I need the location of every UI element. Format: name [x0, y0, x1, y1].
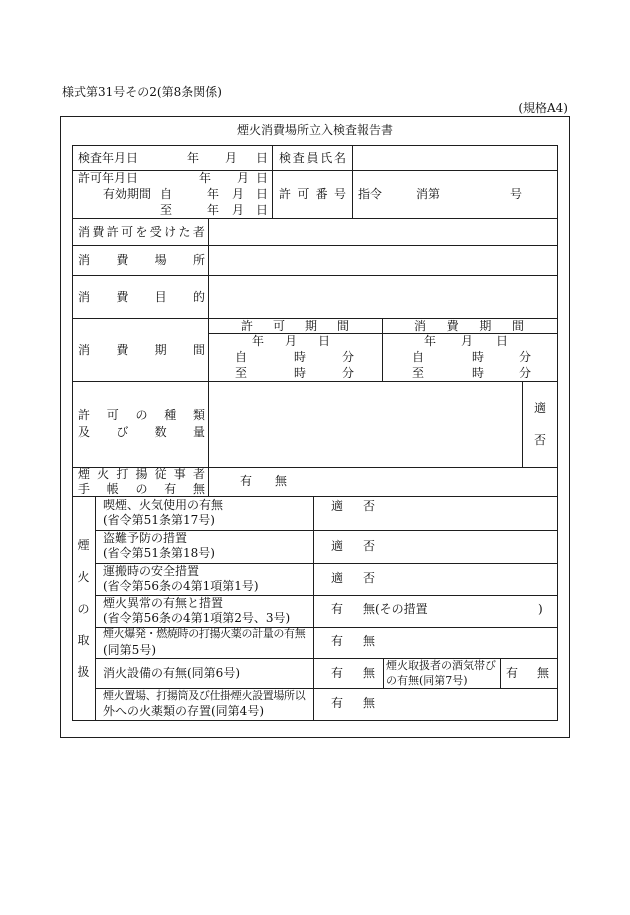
validity-period-label: 有効期間	[103, 187, 152, 201]
handling-item-option-suitable: 適	[331, 499, 344, 513]
spaced-character: 事	[173, 467, 186, 481]
inspection-month-unit: 月	[225, 151, 238, 165]
spaced-character: 間	[192, 343, 205, 357]
handling-item-reference: (省令第51条第17号)	[103, 513, 215, 527]
handling-item-reference: (同第5号)	[103, 643, 156, 657]
permit-period-year-unit: 年	[252, 334, 265, 348]
spaced-character: 消	[414, 319, 427, 333]
spaced-character: 従	[154, 467, 167, 481]
consumption-place-label	[78, 253, 205, 267]
permit-year-unit: 年	[199, 171, 212, 185]
permit-period-from-minute-unit: 分	[342, 350, 355, 364]
spaced-character: 期	[304, 319, 317, 333]
spaced-character: 者	[192, 225, 205, 239]
handling-item-option-no: 無	[363, 602, 376, 616]
spaced-character: 手	[78, 482, 91, 496]
spaced-character: 費	[446, 319, 459, 333]
handling-item-option-yes: 有	[331, 666, 344, 680]
permit-period-to-minute-unit: 分	[342, 366, 355, 380]
consumption-period-to-label: 至	[412, 366, 425, 380]
spaced-character: 種	[164, 408, 177, 422]
inspection-date-label: 検査年月日	[78, 151, 139, 165]
spaced-character: 目	[154, 290, 167, 304]
handling-item-option-unsuitable: 否	[363, 499, 376, 513]
spaced-character: 費	[92, 225, 105, 239]
handling-item-name: 喫煙、火気使用の有無	[103, 498, 224, 512]
permit-period-from-label: 自	[235, 350, 248, 364]
alcohol-check-option-no: 無	[537, 666, 550, 680]
handbook-no-option: 無	[275, 474, 288, 488]
spaced-character: 消	[78, 253, 91, 267]
permit-month-unit: 月	[237, 171, 250, 185]
spaced-character: 煙	[77, 538, 90, 552]
form-number-label: 様式第31号その2(第8条関係)	[62, 85, 222, 99]
validity-to-year-unit: 年	[207, 203, 220, 217]
spaced-character: 期	[479, 319, 492, 333]
spaced-character: 可	[106, 408, 119, 422]
spaced-character: 費	[116, 343, 129, 357]
permittee-label	[78, 225, 205, 239]
permit-period-header	[241, 319, 349, 333]
spaced-character: 可	[297, 187, 310, 201]
spaced-character: 類	[192, 408, 205, 422]
handling-section-label	[72, 538, 95, 679]
spaced-character: 間	[336, 319, 349, 333]
consumption-period-month-unit: 月	[461, 334, 474, 348]
handling-item-reference: (省令第51条第18号)	[103, 546, 215, 560]
consumption-period-from-label: 自	[412, 350, 425, 364]
spaced-character: 場	[154, 253, 167, 267]
consumption-purpose-label	[78, 290, 205, 304]
spaced-character: 員	[306, 151, 319, 165]
handling-item-option-yes: 有	[331, 696, 344, 710]
handling-item-reference: (省令第56条の4第1項第1号)	[103, 579, 259, 593]
handling-item-reference: (省令第56条の4第1項第2号、3号)	[103, 611, 291, 625]
spaced-character: 煙	[78, 467, 91, 481]
handling-item-name: 消火設備の有無(同第6号)	[103, 666, 240, 680]
spaced-character: 可	[272, 319, 285, 333]
handbook-label-line1	[78, 467, 205, 481]
kind-suitable-option: 適	[534, 401, 547, 415]
spaced-character: 的	[192, 290, 205, 304]
consumption-period-year-unit: 年	[424, 334, 437, 348]
spaced-character: 名	[333, 151, 346, 165]
spaced-character: 火	[77, 569, 90, 584]
inspection-year-unit: 年	[187, 151, 200, 165]
spaced-character: 取	[77, 633, 90, 648]
spaced-character: 許	[241, 319, 254, 333]
handling-item-name: 盗難予防の措置	[103, 531, 188, 545]
handling-item-option-no: 無	[363, 634, 376, 648]
validity-from-day-unit: 日	[256, 187, 269, 201]
handling-item-name: 煙火置場、打揚筒及び仕掛煙火設置場所以	[103, 689, 306, 702]
permit-date-label: 許可年月日	[78, 171, 139, 185]
consumption-period-day-unit: 日	[496, 334, 509, 348]
spaced-character: の	[135, 482, 148, 496]
spaced-character: 許	[78, 408, 91, 422]
spaced-character: 所	[192, 253, 205, 267]
spaced-character: 打	[116, 467, 129, 481]
directive-label: 指令	[358, 187, 383, 201]
form-title: 煙火消費場所立入検査報告書	[236, 123, 393, 137]
permit-kind-label-line2	[78, 425, 205, 439]
spaced-character: 許	[279, 187, 292, 201]
permit-period-day-unit: 日	[318, 334, 331, 348]
handling-item-option-yes: 有	[331, 634, 344, 648]
spaced-character: 数	[154, 425, 167, 439]
handling-item-option-no: 無	[363, 666, 376, 680]
spaced-character: 有	[164, 482, 177, 496]
validity-from-month-unit: 月	[232, 187, 245, 201]
spaced-character: 受	[149, 225, 162, 239]
alcohol-check-label-line1: 煙火取扱者の酒気帯び	[386, 659, 496, 672]
measure-note-open: (その措置	[375, 602, 428, 616]
permit-number-prefix: 消第	[416, 187, 441, 201]
spaced-character: 可	[121, 225, 134, 239]
permit-period-month-unit: 月	[285, 334, 298, 348]
spaced-character: 揚	[135, 467, 148, 481]
consumption-period-from-hour-unit: 時	[472, 350, 485, 364]
handling-item-option-unsuitable: 否	[363, 571, 376, 585]
spaced-character: 期	[154, 343, 167, 357]
spaced-character: 消	[78, 290, 91, 304]
paper-size-label: (規格A4)	[518, 101, 568, 115]
spaced-character: を	[135, 225, 148, 239]
handling-item-option-unsuitable: 否	[363, 539, 376, 553]
validity-from-label: 自	[160, 187, 173, 201]
permit-kind-label-line1	[78, 408, 205, 422]
handling-item-name: 煙火爆発・燃焼時の打揚火薬の計量の有無	[103, 627, 306, 640]
spaced-character: 及	[78, 425, 91, 439]
permit-period-to-hour-unit: 時	[294, 366, 307, 380]
handling-item-option-no: 無	[363, 696, 376, 710]
permit-number-suffix: 号	[510, 187, 523, 201]
spaced-character: 火	[97, 467, 110, 481]
measure-note-close: )	[538, 602, 543, 616]
spaced-character: 消	[78, 225, 91, 239]
validity-to-day-unit: 日	[256, 203, 269, 217]
spaced-character: 費	[116, 253, 129, 267]
consumption-period-to-minute-unit: 分	[519, 366, 532, 380]
spaced-character: の	[77, 601, 90, 616]
spaced-character: 無	[192, 482, 205, 496]
consumption-period-header	[414, 319, 524, 333]
spaced-character: 査	[292, 151, 305, 165]
spaced-character: 許	[106, 225, 119, 239]
spaced-character: 番	[315, 187, 328, 201]
consumption-period-from-minute-unit: 分	[519, 350, 532, 364]
permit-period-from-hour-unit: 時	[294, 350, 307, 364]
spaced-character: 費	[116, 290, 129, 304]
validity-from-year-unit: 年	[207, 187, 220, 201]
spaced-character: 間	[511, 319, 524, 333]
consumption-period-label	[78, 343, 205, 357]
handling-item-name: 運搬時の安全措置	[103, 564, 200, 578]
spaced-character: 帳	[106, 482, 119, 496]
spaced-character: 者	[192, 467, 205, 481]
permit-number-label	[279, 187, 346, 201]
spaced-character: 扱	[77, 665, 90, 679]
handbook-label-line2	[78, 482, 205, 496]
spaced-character: 号	[333, 187, 346, 201]
spaced-character: 量	[192, 425, 205, 439]
consumption-period-to-hour-unit: 時	[472, 366, 485, 380]
permit-day-unit: 日	[256, 171, 269, 185]
spaced-character: の	[135, 408, 148, 422]
inspection-day-unit: 日	[256, 151, 269, 165]
spaced-character: 消	[78, 343, 91, 357]
validity-to-label: 至	[160, 203, 173, 217]
handling-item-name: 煙火異常の有無と措置	[103, 596, 224, 610]
validity-to-month-unit: 月	[232, 203, 245, 217]
spaced-character: び	[116, 425, 129, 439]
handling-item-option-suitable: 適	[331, 539, 344, 553]
handbook-yes-option: 有	[240, 474, 253, 488]
handling-item-name-continued: 外への火薬類の存置(同第4号)	[103, 704, 264, 718]
handling-item-option-suitable: 適	[331, 571, 344, 585]
spaced-character: 氏	[320, 151, 333, 165]
kind-unsuitable-option: 否	[534, 433, 547, 447]
spaced-character: 検	[279, 151, 292, 165]
alcohol-check-option-yes: 有	[506, 666, 519, 680]
permit-period-to-label: 至	[235, 366, 248, 380]
handling-item-option-yes: 有	[331, 602, 344, 616]
inspector-name-label	[279, 151, 346, 165]
spaced-character: け	[164, 225, 177, 239]
alcohol-check-label-line2: の有無(同第7号)	[386, 674, 468, 687]
spaced-character: た	[178, 225, 191, 239]
